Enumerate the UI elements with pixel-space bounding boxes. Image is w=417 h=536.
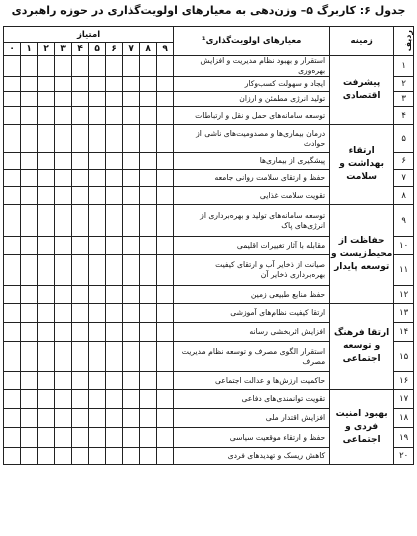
score-cell[interactable] (55, 409, 72, 428)
score-cell[interactable] (157, 372, 174, 390)
row-number: ۱ (394, 56, 414, 77)
score-cell[interactable] (89, 448, 106, 465)
score-cell[interactable] (89, 372, 106, 390)
score-cell[interactable] (140, 187, 157, 205)
score-cell[interactable] (4, 92, 21, 107)
score-cell[interactable] (106, 56, 123, 77)
score-cell[interactable] (89, 125, 106, 153)
score-cell[interactable] (21, 286, 38, 304)
score-cell[interactable] (89, 56, 106, 77)
score-cell[interactable] (55, 286, 72, 304)
score-cell[interactable] (140, 205, 157, 237)
score-cell[interactable] (106, 77, 123, 92)
score-cell[interactable] (123, 342, 140, 372)
score-cell[interactable] (140, 409, 157, 428)
score-cell[interactable] (72, 409, 89, 428)
criterion-cell: حفظ و ارتقای سلامت روانی جامعه (174, 170, 330, 187)
score-cell[interactable] (89, 170, 106, 187)
score-cell[interactable] (106, 153, 123, 170)
score-cell[interactable] (106, 409, 123, 428)
score-cell[interactable] (55, 170, 72, 187)
score-header-cell: ۵ (89, 43, 106, 56)
criterion-cell: پیشگیری از بیماری‌ها (174, 153, 330, 170)
row-number: ۱۷ (394, 390, 414, 409)
score-cell[interactable] (123, 125, 140, 153)
table-body (4, 56, 414, 465)
score-cell[interactable] (89, 255, 106, 286)
score-cell[interactable] (157, 428, 174, 448)
criterion-cell: حفظ منابع طبیعی زمین (174, 286, 330, 304)
row-number: ۳ (394, 92, 414, 107)
score-cell[interactable] (123, 409, 140, 428)
score-cell[interactable] (106, 170, 123, 187)
score-cell[interactable] (157, 170, 174, 187)
score-header-cell: ۲ (38, 43, 55, 56)
score-cell[interactable] (123, 56, 140, 77)
score-cell[interactable] (106, 372, 123, 390)
score-cell[interactable] (123, 153, 140, 170)
score-cell[interactable] (72, 255, 89, 286)
score-cell[interactable] (38, 448, 55, 465)
score-cell[interactable] (38, 187, 55, 205)
criterion-cell: تقویت توانمندی‌های دفاعی (174, 390, 330, 409)
criterion-cell: توسعه سامانه‌های حمل و نقل و ارتباطات (174, 107, 330, 125)
score-cell[interactable] (4, 286, 21, 304)
table-title: جدول ۶: کاربرگ ۵– وزن‌دهی به معیارهای اولویت‌گذاری در حوزه راهبردی (11, 4, 406, 17)
score-cell[interactable] (106, 187, 123, 205)
row-number: ۵ (394, 125, 414, 153)
score-cell[interactable] (89, 323, 106, 342)
score-cell[interactable] (106, 125, 123, 153)
score-cell[interactable] (55, 372, 72, 390)
score-cell[interactable] (21, 390, 38, 409)
score-cell[interactable] (140, 77, 157, 92)
score-cell[interactable] (38, 409, 55, 428)
score-cell[interactable] (140, 92, 157, 107)
score-cell[interactable] (38, 153, 55, 170)
score-cell[interactable] (157, 255, 174, 286)
score-cell[interactable] (123, 77, 140, 92)
score-cell[interactable] (4, 372, 21, 390)
score-cell[interactable] (38, 342, 55, 372)
table-row (4, 125, 414, 153)
score-cell[interactable] (140, 107, 157, 125)
score-cell[interactable] (72, 390, 89, 409)
score-cell[interactable] (21, 409, 38, 428)
score-header-cell: ۷ (123, 43, 140, 56)
score-cell[interactable] (123, 170, 140, 187)
score-cell[interactable] (72, 153, 89, 170)
score-cell[interactable] (72, 56, 89, 77)
score-cell[interactable] (140, 170, 157, 187)
score-cell[interactable] (123, 187, 140, 205)
score-cell[interactable] (55, 304, 72, 323)
row-number: ۱۱ (394, 255, 414, 286)
score-cell[interactable] (140, 286, 157, 304)
score-cell[interactable] (4, 428, 21, 448)
score-cell[interactable] (4, 409, 21, 428)
score-cell[interactable] (55, 342, 72, 372)
score-cell[interactable] (4, 390, 21, 409)
score-cell[interactable] (4, 342, 21, 372)
score-header-cell: ۹ (157, 43, 174, 56)
score-cell[interactable] (123, 237, 140, 255)
score-cell[interactable] (38, 255, 55, 286)
score-header-cell: ۱ (21, 43, 38, 56)
score-header-cell: ۸ (140, 43, 157, 56)
score-cell[interactable] (72, 170, 89, 187)
score-cell[interactable] (38, 372, 55, 390)
row-number: ۱۹ (394, 428, 414, 448)
table-row (4, 56, 414, 77)
score-cell[interactable] (21, 342, 38, 372)
score-cell[interactable] (72, 448, 89, 465)
table-row (4, 205, 414, 237)
criterion-cell: افزایش اقتدار ملی (174, 409, 330, 428)
score-cell[interactable] (38, 125, 55, 153)
score-cell[interactable] (89, 205, 106, 237)
score-cell[interactable] (157, 125, 174, 153)
score-cell[interactable] (72, 77, 89, 92)
criterion-cell: استقرار الگوی مصرف و توسعه نظام مدیریت مصرف (174, 342, 330, 372)
row-number: ۱۰ (394, 237, 414, 255)
score-cell[interactable] (123, 255, 140, 286)
score-cell[interactable] (106, 255, 123, 286)
score-cell[interactable] (55, 448, 72, 465)
score-cell[interactable] (21, 77, 38, 92)
score-cell[interactable] (38, 205, 55, 237)
score-cell[interactable] (72, 187, 89, 205)
score-cell[interactable] (89, 304, 106, 323)
score-cell[interactable] (89, 237, 106, 255)
score-header-cell: ۴ (72, 43, 89, 56)
criterion-cell: افزایش اثربخشی رسانه (174, 323, 330, 342)
score-cell[interactable] (89, 187, 106, 205)
score-cell[interactable] (157, 187, 174, 205)
score-cell[interactable] (38, 304, 55, 323)
field-cell: حفاظت از محیط‌زیست و توسعه پایدار (330, 205, 394, 304)
criterion-cell: توسعه سامانه‌های تولید و بهره‌برداری از انرژی‌های پاک (174, 205, 330, 237)
score-cell[interactable] (140, 125, 157, 153)
score-cell[interactable] (157, 323, 174, 342)
score-cell[interactable] (38, 323, 55, 342)
row-number: ۴ (394, 107, 414, 125)
score-cell[interactable] (106, 205, 123, 237)
score-cell[interactable] (157, 107, 174, 125)
score-cell[interactable] (72, 107, 89, 125)
score-cell[interactable] (140, 428, 157, 448)
score-cell[interactable] (4, 304, 21, 323)
score-cell[interactable] (4, 77, 21, 92)
score-cell[interactable] (55, 125, 72, 153)
score-cell[interactable] (140, 56, 157, 77)
score-cell[interactable] (4, 237, 21, 255)
score-cell[interactable] (89, 390, 106, 409)
score-cell[interactable] (157, 390, 174, 409)
score-cell[interactable] (123, 323, 140, 342)
score-cell[interactable] (21, 187, 38, 205)
header-field: زمینه (330, 27, 394, 56)
score-cell[interactable] (106, 286, 123, 304)
table-row (4, 390, 414, 409)
row-number: ۲۰ (394, 448, 414, 465)
score-cell[interactable] (55, 187, 72, 205)
score-cell[interactable] (72, 205, 89, 237)
score-cell[interactable] (72, 304, 89, 323)
row-number: ۱۳ (394, 304, 414, 323)
row-number: ۱۲ (394, 286, 414, 304)
criterion-cell: مقابله با آثار تغییرات اقلیمی (174, 237, 330, 255)
score-cell[interactable] (55, 237, 72, 255)
score-cell[interactable] (106, 448, 123, 465)
criterion-cell: صیانت از ذخایر آب و ارتقای کیفیت بهره‌برداری ذخایر آن (174, 255, 330, 286)
score-cell[interactable] (123, 92, 140, 107)
score-cell[interactable] (55, 56, 72, 77)
score-cell[interactable] (21, 237, 38, 255)
score-cell[interactable] (106, 428, 123, 448)
score-cell[interactable] (106, 342, 123, 372)
header-row-1 (4, 27, 414, 43)
header-criterion: معیارهای اولویت‌گذاری¹ (174, 27, 330, 56)
criterion-cell: کاهش ریسک و تهدیدهای فردی (174, 448, 330, 465)
score-cell[interactable] (72, 372, 89, 390)
field-cell: ارتقاء بهداشت و سلامت (330, 125, 394, 205)
score-cell[interactable] (38, 107, 55, 125)
score-cell[interactable] (123, 448, 140, 465)
field-cell: ارتقا فرهنگ و توسعه اجتماعی (330, 304, 394, 390)
score-cell[interactable] (157, 342, 174, 372)
score-cell[interactable] (140, 255, 157, 286)
score-cell[interactable] (38, 92, 55, 107)
criterion-cell: ارتقا کیفیت نظام‌های آموزشی (174, 304, 330, 323)
score-cell[interactable] (72, 125, 89, 153)
score-cell[interactable] (4, 170, 21, 187)
score-cell[interactable] (72, 237, 89, 255)
score-cell[interactable] (21, 92, 38, 107)
score-header-cell: ۰ (4, 43, 21, 56)
header-row-number: ردیف (394, 27, 414, 56)
score-cell[interactable] (140, 323, 157, 342)
score-cell[interactable] (38, 77, 55, 92)
score-cell[interactable] (21, 107, 38, 125)
row-number: ۹ (394, 205, 414, 237)
score-cell[interactable] (55, 390, 72, 409)
score-cell[interactable] (89, 286, 106, 304)
score-cell[interactable] (140, 372, 157, 390)
score-cell[interactable] (123, 107, 140, 125)
score-cell[interactable] (140, 342, 157, 372)
score-cell[interactable] (157, 153, 174, 170)
score-cell[interactable] (21, 153, 38, 170)
row-number: ۱۴ (394, 323, 414, 342)
score-cell[interactable] (123, 205, 140, 237)
criterion-cell: حفظ و ارتقاء موقعیت سیاسی (174, 428, 330, 448)
row-number: ۲ (394, 77, 414, 92)
score-cell[interactable] (72, 92, 89, 107)
score-cell[interactable] (55, 255, 72, 286)
score-cell[interactable] (140, 237, 157, 255)
score-cell[interactable] (21, 205, 38, 237)
score-cell[interactable] (21, 125, 38, 153)
criterion-cell: حاکمیت ارزش‌ها و عدالت اجتماعی (174, 372, 330, 390)
score-cell[interactable] (38, 170, 55, 187)
score-cell[interactable] (21, 304, 38, 323)
field-cell: بهبود امنیت فردی و اجتماعی (330, 390, 394, 465)
score-cell[interactable] (38, 390, 55, 409)
score-cell[interactable] (106, 323, 123, 342)
score-cell[interactable] (106, 237, 123, 255)
score-cell[interactable] (21, 448, 38, 465)
criterion-cell: تقویت سلامت غذایی (174, 187, 330, 205)
score-cell[interactable] (157, 77, 174, 92)
score-cell[interactable] (157, 92, 174, 107)
score-cell[interactable] (72, 428, 89, 448)
weighting-table (3, 26, 414, 465)
row-number: ۶ (394, 153, 414, 170)
score-cell[interactable] (89, 153, 106, 170)
score-cell[interactable] (55, 428, 72, 448)
score-cell[interactable] (72, 342, 89, 372)
score-cell[interactable] (38, 428, 55, 448)
score-cell[interactable] (106, 304, 123, 323)
score-cell[interactable] (55, 323, 72, 342)
score-cell[interactable] (89, 409, 106, 428)
score-cell[interactable] (55, 153, 72, 170)
score-cell[interactable] (157, 409, 174, 428)
header-score: امتیاز (4, 27, 174, 43)
score-cell[interactable] (38, 56, 55, 77)
score-cell[interactable] (140, 304, 157, 323)
score-header-cell: ۶ (106, 43, 123, 56)
score-cell[interactable] (38, 237, 55, 255)
row-number: ۱۵ (394, 342, 414, 372)
score-cell[interactable] (123, 428, 140, 448)
criterion-cell: درمان بیماری‌ها و مصدومیت‌های ناشی از حوادث (174, 125, 330, 153)
score-cell[interactable] (72, 286, 89, 304)
criterion-cell: ایجاد و سهولت کسب‌وکار (174, 77, 330, 92)
score-cell[interactable] (89, 428, 106, 448)
score-cell[interactable] (157, 56, 174, 77)
score-cell[interactable] (21, 255, 38, 286)
score-cell[interactable] (4, 205, 21, 237)
score-cell[interactable] (106, 92, 123, 107)
score-cell[interactable] (21, 372, 38, 390)
score-cell[interactable] (4, 187, 21, 205)
score-cell[interactable] (106, 107, 123, 125)
score-cell[interactable] (38, 286, 55, 304)
score-cell[interactable] (157, 205, 174, 237)
score-cell[interactable] (140, 153, 157, 170)
score-cell[interactable] (89, 77, 106, 92)
score-cell[interactable] (55, 92, 72, 107)
criterion-cell: تولید انرژی مطمئن و ارزان (174, 92, 330, 107)
score-cell[interactable] (21, 56, 38, 77)
score-cell[interactable] (72, 323, 89, 342)
score-cell[interactable] (89, 92, 106, 107)
score-cell[interactable] (4, 255, 21, 286)
score-cell[interactable] (4, 448, 21, 465)
score-cell[interactable] (55, 107, 72, 125)
row-number: ۸ (394, 187, 414, 205)
score-cell[interactable] (123, 372, 140, 390)
score-cell[interactable] (123, 390, 140, 409)
score-cell[interactable] (157, 286, 174, 304)
score-cell[interactable] (4, 56, 21, 77)
score-cell[interactable] (106, 390, 123, 409)
score-cell[interactable] (55, 77, 72, 92)
score-cell[interactable] (4, 153, 21, 170)
field-cell: پیشرفت اقتصادی (330, 56, 394, 125)
score-cell[interactable] (123, 286, 140, 304)
score-cell[interactable] (89, 107, 106, 125)
score-cell[interactable] (4, 107, 21, 125)
score-cell[interactable] (157, 448, 174, 465)
row-number: ۱۶ (394, 372, 414, 390)
score-header-cell: ۳ (55, 43, 72, 56)
row-number: ۷ (394, 170, 414, 187)
score-cell[interactable] (123, 304, 140, 323)
score-cell[interactable] (21, 428, 38, 448)
table-row (4, 304, 414, 323)
score-cell[interactable] (157, 237, 174, 255)
score-cell[interactable] (89, 342, 106, 372)
score-cell[interactable] (55, 205, 72, 237)
criterion-cell: استقرار و بهبود نظام مدیریت و افزایش بهره‌وری (174, 56, 330, 77)
score-cell[interactable] (21, 323, 38, 342)
score-cell[interactable] (140, 390, 157, 409)
score-cell[interactable] (157, 304, 174, 323)
score-cell[interactable] (21, 170, 38, 187)
row-number: ۱۸ (394, 409, 414, 428)
score-cell[interactable] (4, 125, 21, 153)
score-cell[interactable] (4, 323, 21, 342)
score-cell[interactable] (140, 448, 157, 465)
